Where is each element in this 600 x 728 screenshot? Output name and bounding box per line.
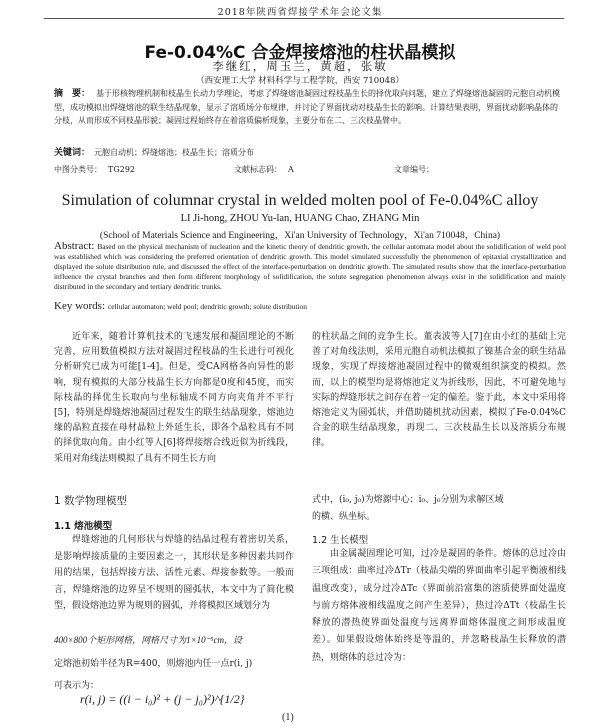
clc-label: 中图分类号： bbox=[54, 165, 102, 174]
radius-line bbox=[54, 656, 304, 673]
clc-value: TG292 bbox=[108, 165, 135, 174]
doc-code-field bbox=[234, 164, 294, 175]
radius-text: 定熔池初始半径为R=400，则熔池内任一点r(i, j) bbox=[54, 659, 253, 669]
subsection-heading-1-1: 1.1 熔池模型 bbox=[54, 521, 113, 532]
keywords-english bbox=[54, 300, 566, 312]
abstract-chinese-label: 摘 要： bbox=[54, 89, 91, 99]
section-heading-1: 1 数学物理模型 bbox=[54, 495, 128, 507]
authors-english: LI Ji-hong, ZHOU Yu-lan, HUANG Chao, ZHANG Min bbox=[180, 213, 420, 224]
abstract-chinese bbox=[54, 87, 564, 127]
abstract-english-label: Abstract: bbox=[54, 240, 95, 252]
subsection-heading-1-2: 1.2 生长模型 bbox=[312, 535, 369, 546]
affiliation-english: (School of Materials Science and Engineering，Xi'an University of Technology，Xi'an 710048，China) bbox=[99, 231, 501, 241]
title-english: Simulation of columnar crystal in welded molten pool of Fe-0.04%C alloy bbox=[61, 192, 539, 209]
keywords-english-label: Key words: bbox=[54, 300, 106, 312]
abstract-english-text: Based on the physical mechanism of nucleation and the kinetic theory of dendritic growth, the cellular automata model about the solidification of weld pool was established which was considering the preferred orientation of dendritic growth. This model simulated successfully the phenomenon of epitaxial crystallization and displayed the solute distribution rule, and discussed the effect of the interface-perturbation on dendritic growth. The simulated results show that the interface-perturbation influence the crystal branches and then form different morphology of solidification, the solute segregation phenomenon always exist in the solidification and mainly distributed in the secondary and tertiary dendritic trunks. bbox=[54, 242, 566, 291]
pool-model-paragraph bbox=[54, 532, 294, 615]
affiliation-chinese: （西安理工大学 材料科学与工程学院，西安 710048） bbox=[196, 76, 404, 86]
formula-line-2: 的横、纵坐标。 bbox=[312, 512, 376, 522]
intro-right-column bbox=[312, 330, 566, 452]
keywords-chinese-text: 元胞自动机；焊缝熔池；枝晶生长；溶质分布 bbox=[94, 148, 255, 157]
equation-1: r(i, j) = ((i − i₀)² + (j − j₀)²)^{1/2} bbox=[80, 692, 245, 706]
clc-field bbox=[54, 164, 135, 175]
doc-code-value: A bbox=[288, 165, 294, 174]
abstract-chinese-text: 基于形核物理机制和枝晶生长动力学理论，考虑了焊缝熔池凝固过程枝晶生长的择优取向问题，建立了焊缝熔池凝固的元胞自动机模型，成功模拟出焊缝熔池的联生结晶现象，显示了溶质场分布规律，并讨论了界面扰动对枝晶生长的影响。计算结果表明，界面扰动影响晶体的分枝，从而形成不同枝晶形貌；凝固过程始终存在着溶质偏析现象，主要分布在二、三次枝晶臂中。 bbox=[54, 89, 561, 125]
keywords-english-text: cellular automaton; weld pool; dendritic growth; solute distribution bbox=[108, 302, 307, 311]
growth-model-text: 由金属凝固理论可知，过冷是凝固的条件。熔体的总过冷由三项组成：曲率过冷ΔTr（枝晶尖端的界面曲率引起平衡液相线温度改变），成分过冷ΔTc（界面前沿富集的溶质使界面处温度与前方熔体液相线温度之间产生差异），热过冷ΔTt（枝晶生长释放的潜热使界面处温度与远离界面熔体温度之间形成温度差）。如果假设熔体始终是等温的，并忽略枝晶生长释放的潜热，则熔体的总过冷为： bbox=[312, 549, 566, 663]
doc-code-label: 文献标志码： bbox=[234, 165, 282, 174]
keywords-chinese-label: 关键词： bbox=[54, 148, 91, 158]
grid-line bbox=[54, 632, 304, 649]
formula-explanation bbox=[312, 492, 566, 526]
pool-model-text: 焊缝熔池的几何形状与焊缝的结晶过程有着密切关系，是影响焊接质量的主要因素之一，其形状是多种因素共同作用的结果，包括焊接方法、活性元素、焊接参数等。一般而言，焊缝熔池的边界呈不规则的圆弧状，本文中为了简化模型，假设熔池边界为规则的圆弧，并将模拟区域划分为 bbox=[54, 535, 294, 611]
article-no-label: 文章编号： bbox=[394, 165, 434, 174]
repr-text: 可表示为： bbox=[54, 681, 100, 691]
intro-paragraph-right: 的柱状晶之间的竞争生长。董表波等人[7]在由小红的基础上完善了对角线法则，采用元胞自动机法模拟了镍基合金的联生结晶现象，实现了焊接熔池凝固过程中的微观组织演变的模拟。然而，以上的模型均是将熔池定义为折线形，因此，不可避免地与实际的焊缝形状之间存在着一定的偏差。鉴于此，本文中采用将熔池定义为圆弧状，并借助随机扰动因素，模拟了Fe-0.04%C合金的联生结晶现象，再现二、三次枝晶生长以及溶质分布规律。 bbox=[312, 332, 566, 449]
authors-chinese: 李继红，周玉兰，黄超，张敏 bbox=[212, 59, 388, 73]
abstract-english bbox=[54, 241, 566, 292]
header-divider bbox=[44, 18, 564, 19]
formula-line-1: 式中，(i₀, j₀)为熔源中心；i₀、j₀分别为求解区域 bbox=[312, 495, 504, 505]
title-chinese: Fe-0.04%C 合金焊接熔池的柱状晶模拟 bbox=[144, 43, 456, 63]
equation-number: (1) bbox=[282, 712, 294, 723]
growth-model-paragraph bbox=[312, 546, 566, 667]
grid-text: 400×800个矩形网格，网格尺寸为1×10⁻⁵cm，设 bbox=[54, 635, 243, 645]
article-no-field bbox=[394, 164, 440, 175]
intro-left-column bbox=[54, 330, 294, 467]
intro-paragraph-left: 近年来，随着计算机技术的飞速发展和凝固理论的不断完善，应用数值模拟方法对凝固过程枝晶的生长进行可视化分析研究已成为可能[1-4]。但是，受CA网格各向异性的影响，现有模拟的大部分枝晶生长方向都是0度和45度，而实际枝晶的择优生长取向与坐标轴成不同方向夹角并不平行[5]，特别是焊缝熔池凝固过程发生的联生结晶现象，熔池边缘的晶粒直接在母材晶粒上外延生长，即各个晶粒具有不同的择优取向角。由小红等人[6]将焊接熔合线近似为折线段，采用对角线法则模拟了具有不同生长方向 bbox=[54, 332, 294, 464]
running-head: 2018年陕西省焊接学术年会论文集 bbox=[217, 7, 383, 18]
keywords-chinese bbox=[54, 145, 564, 158]
